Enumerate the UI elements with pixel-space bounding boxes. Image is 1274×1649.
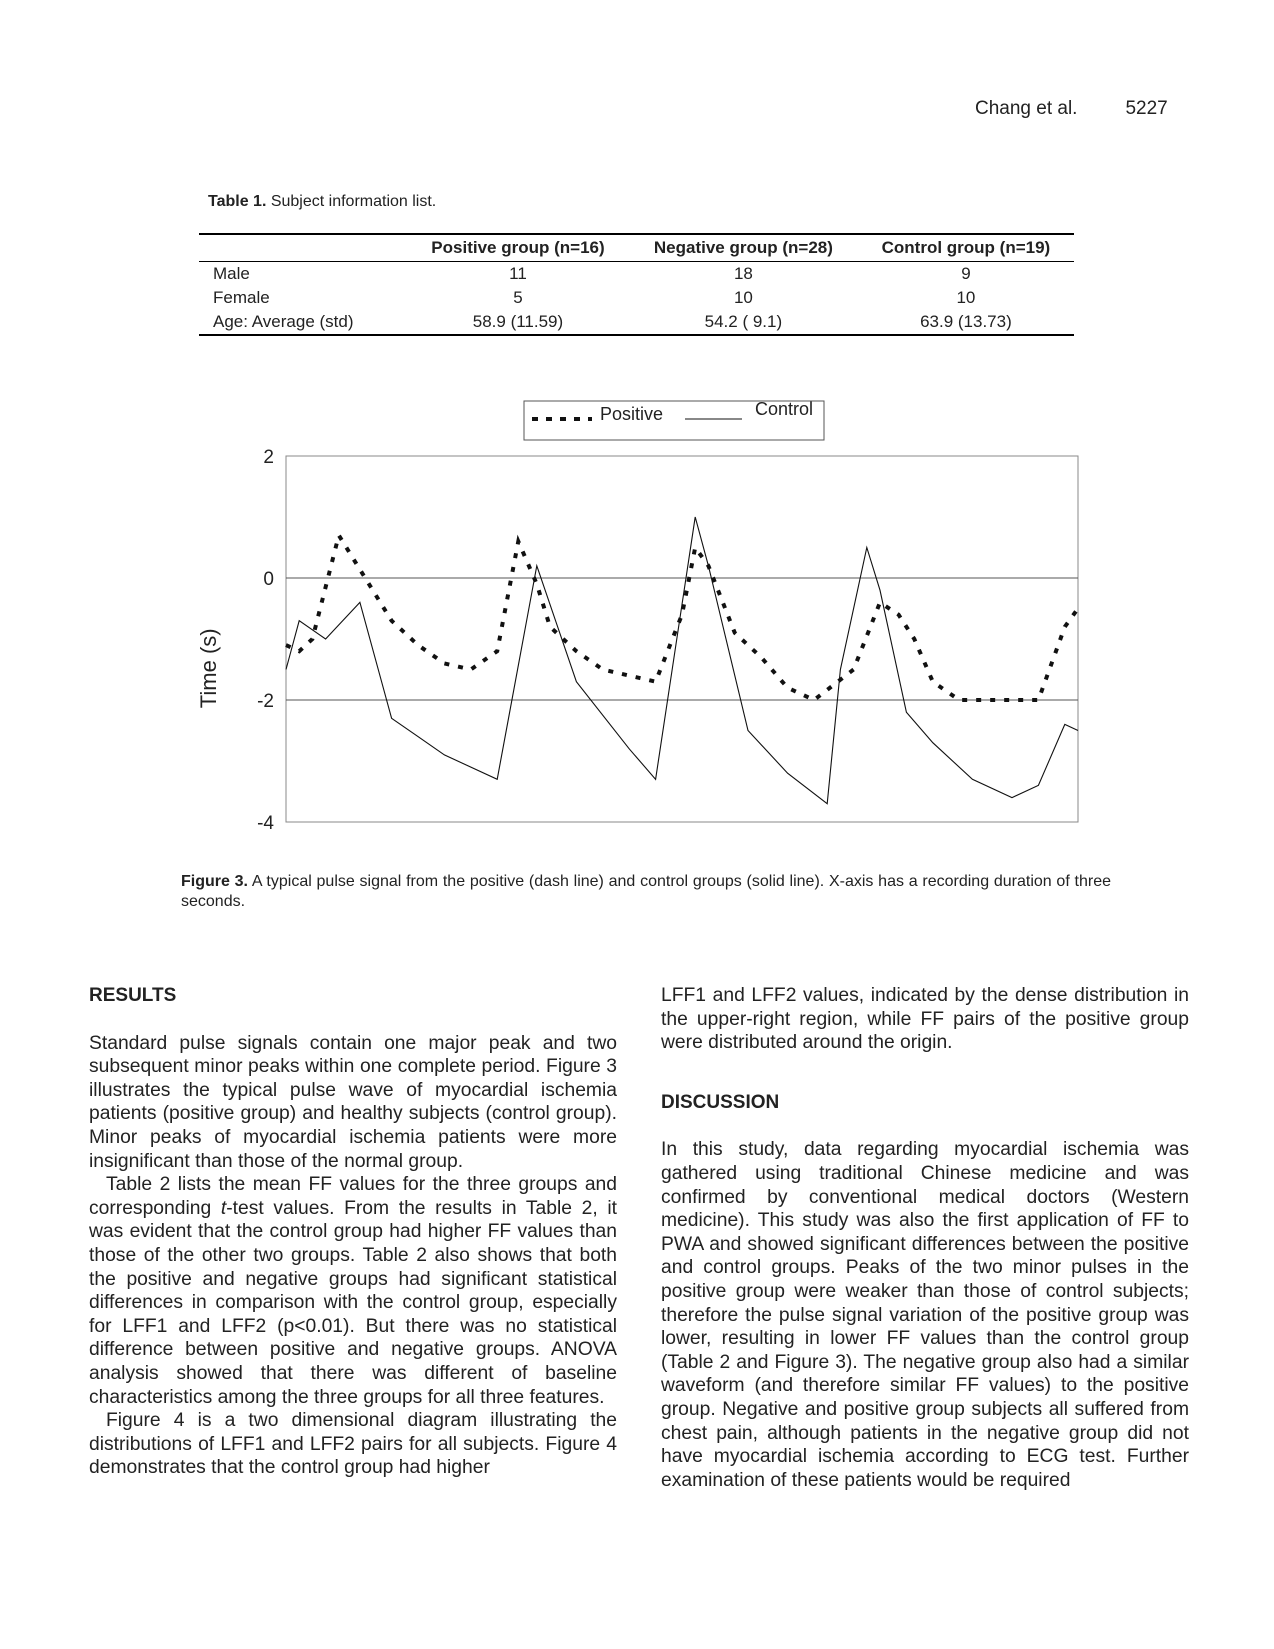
table-caption-label: Table 1. bbox=[208, 193, 267, 210]
results-p2-text-a: Table 2 lists the mean FF values for the three groups and corresponding bbox=[89, 1174, 617, 1219]
page-number: 5227 bbox=[1125, 98, 1168, 119]
table-header-cell bbox=[199, 234, 407, 262]
legend-label-control: Control bbox=[755, 400, 814, 419]
table-cell: 54.2 ( 9.1) bbox=[629, 310, 858, 335]
table-header-cell: Positive group (n=16) bbox=[407, 234, 629, 262]
y-tick-label: -4 bbox=[257, 813, 274, 834]
table-cell: Age: Average (std) bbox=[199, 310, 407, 335]
y-tick-label: -2 bbox=[257, 691, 274, 712]
table-caption bbox=[208, 193, 436, 211]
right-column bbox=[661, 984, 1189, 1492]
legend-label-positive: Positive bbox=[600, 404, 664, 424]
results-continued-paragraph: LFF1 and LFF2 values, indicated by the dense distribution in the upper-right region, while FF pairs of the positive group were distributed around the origin. bbox=[661, 985, 1189, 1054]
figure-caption-text: A typical pulse signal from the positive (dash line) and control groups (solid line). X-axis has a recording duration of three seconds. bbox=[181, 873, 1112, 910]
table-cell: 11 bbox=[509, 264, 527, 283]
running-head bbox=[975, 98, 1168, 120]
discussion-paragraph-1: In this study, data regarding myocardial ischemia was gathered using traditional Chinese medicine and was confirmed by conventional medical doctors (Western medicine). This study was also the first application of FF to PWA and showed significant differences between the positive and control groups. Peaks of the two minor pulses in the positive group were weaker than those of control subjects; therefore the pulse signal variation of the positive group was lower, resulting in lower FF values than the control group (Table 2 and Figure 3). The negative group also had a similar waveform (and therefore similar FF values) to the positive group. Negative and positive group subjects all suffered from chest pain, although patients in the negative group did not have myocardial ischemia according to ECG test. Further examination of these patients would be required bbox=[661, 1139, 1189, 1491]
figure-caption-label: Figure 3. bbox=[181, 873, 248, 890]
table-header-row bbox=[199, 234, 1074, 262]
results-heading: RESULTS bbox=[89, 985, 177, 1006]
table-caption-text: Subject information list. bbox=[266, 193, 437, 210]
y-tick-label: 2 bbox=[263, 447, 274, 468]
table-cell: 10 bbox=[733, 288, 753, 307]
table-cell: 9 bbox=[961, 264, 971, 283]
table-cell: 18 bbox=[733, 264, 753, 283]
y-tick-label: 0 bbox=[263, 569, 274, 590]
table-cell: Male bbox=[213, 264, 250, 283]
table-row bbox=[199, 310, 1074, 335]
table-header-cell: Negative group (n=28) bbox=[629, 234, 858, 262]
figure-caption bbox=[181, 872, 1111, 912]
subject-info-table bbox=[199, 233, 1074, 336]
chart-legend bbox=[524, 400, 824, 440]
table-cell: 58.9 (11.59) bbox=[407, 310, 629, 335]
results-paragraph-2 bbox=[89, 1173, 617, 1409]
pulse-signal-chart bbox=[190, 400, 1080, 850]
results-paragraph-1: Standard pulse signals contain one major peak and two subsequent minor peaks within one complete period. Figure 3 illustrates the typical pulse wave of myocardial ischemia patients (positive group) and healthy subjects (control group). Minor peaks of myocardial ischemia patients were more insignificant than those of the normal group. bbox=[89, 1032, 617, 1172]
running-head-authors: Chang et al. bbox=[975, 98, 1078, 119]
left-column bbox=[89, 984, 617, 1480]
table-row bbox=[199, 262, 1074, 287]
table-cell: 63.9 (13.73) bbox=[858, 310, 1074, 335]
results-p2-text-b: -test values. From the results in Table 2, it was evident that the control group had higher FF values than those of the other two groups. Table 2 also shows that both the positive and negative groups had significant statistical differences in comparison with the control group, especially for LFF1 and LFF2 (p<0.01). But there was no statistical difference between positive and negative groups. ANOVA analysis showed that there was different of baseline characteristics among the three groups for all three features. bbox=[89, 1197, 617, 1408]
table-cell: 10 bbox=[956, 288, 976, 307]
results-paragraph-3: Figure 4 is a two dimensional diagram illustrating the distributions of LFF1 and LFF2 pairs for all subjects. Figure 4 demonstrates that the control group had higher bbox=[89, 1410, 617, 1479]
y-axis-label: Time (s) bbox=[196, 628, 221, 709]
table-cell: 5 bbox=[513, 288, 523, 307]
series-line-control bbox=[286, 517, 1078, 804]
table-row bbox=[199, 286, 1074, 310]
series-line-positive bbox=[286, 535, 1078, 700]
table-header-cell: Control group (n=19) bbox=[858, 234, 1074, 262]
results-p2-italic: t bbox=[220, 1197, 227, 1219]
table-cell: Female bbox=[213, 288, 270, 307]
discussion-heading: DISCUSSION bbox=[661, 1091, 780, 1113]
